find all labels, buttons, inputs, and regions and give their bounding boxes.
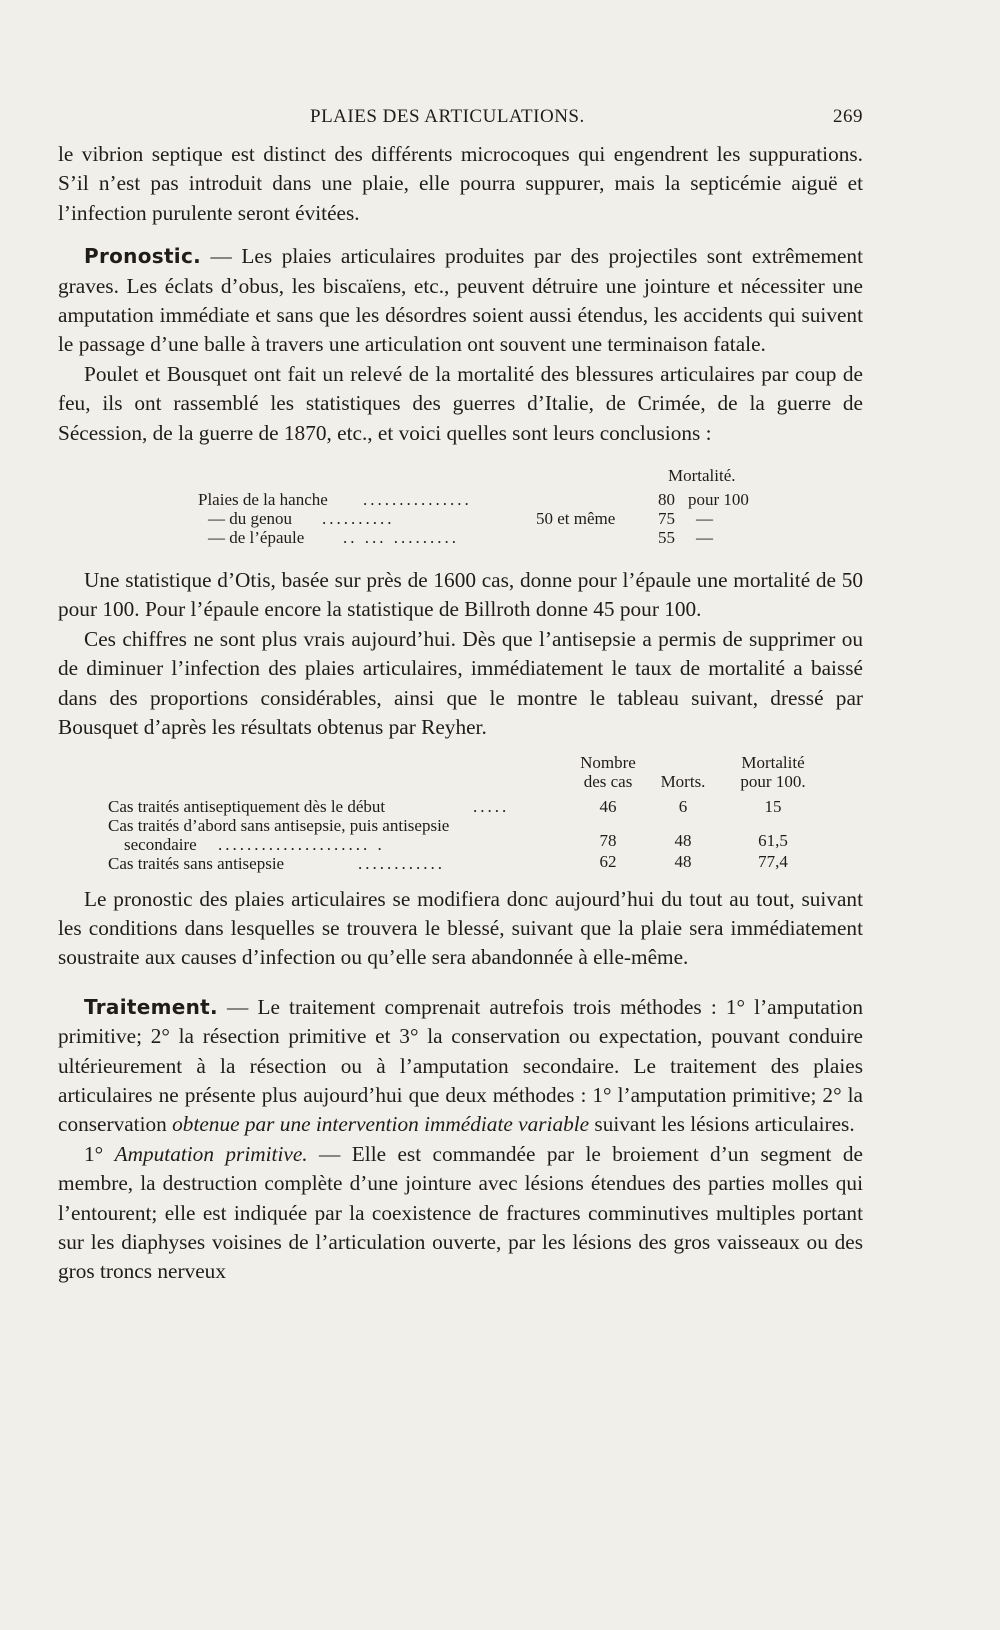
row-label: Cas traités d’abord sans antisepsie, puis antisepsie — [108, 815, 450, 835]
cell-morts: 48 — [674, 830, 692, 850]
row-label: Cas traités antiseptiquement dès le début — [108, 796, 386, 816]
cell-mortalite: 15 — [764, 796, 782, 816]
leader-dots: ..... — [473, 796, 510, 816]
row-label: Plaies de la hanche — [198, 490, 328, 510]
cell-nombre: 62 — [599, 851, 617, 871]
paragraph-pronostic-conclusion: Le pronostic des plaies articulaires se modifiera donc aujourd’hui du tout au tout, suivant les conditions dans lesquelles se trouvera le blessé, suivant que la plaie sera immédiatement soustraite aux causes d’infection ou qu’elle sera abandonnée à elle-même. — [58, 886, 863, 970]
row-extra: 50 et même — [536, 509, 616, 529]
running-title: PLAIES DES ARTICULATIONS. — [310, 106, 585, 127]
paragraph-chiffres: Ces chiffres ne sont plus vrais aujourd’hui. Dès que l’antisepsie a permis de supprimer ou de diminuer l’infection des plaies articulaires, immédiatement le taux de mortalité a baissé dans des proportions considérables, ainsi que le montre le tableau suivant, dressé par Bousquet d’après les résultats obtenus par Reyher. — [58, 626, 863, 740]
paragraph-otis: Une statistique d’Otis, basée sur près de 1600 cas, donne pour l’épaule une mortalité de 50 pour 100. Pour l’épaule encore la statistique de Billroth donne 45 pour 100. — [58, 568, 863, 622]
leader-dots: ............... — [363, 490, 472, 510]
row-value: 80 — [658, 490, 675, 510]
traitement-text-a: — Le traitement comprenait autrefois trois méthodes : 1° l’amputation primitive; 2° la résection primitive et 3° la conservation ou expectation, pouvant conduire ultérieurement à la résection ou à l’amputation secondaire. Le traitement des plaies articulaires ne présente plus aujourd’hui que deux méthodes : 1° l’amputation primitive; 2° la conservation — [58, 994, 863, 1137]
leader-dots: ..................... . — [218, 834, 385, 854]
row-value: 55 — [658, 528, 675, 548]
section-heading-traitement: Traitement. — [84, 994, 218, 1019]
cell-mortalite: 77,4 — [758, 851, 788, 871]
page-number: 269 — [833, 106, 863, 127]
cell-nombre: 46 — [599, 796, 617, 816]
header-mortalite-2: pour 100. — [740, 771, 806, 791]
leader-dots: .......... — [322, 509, 395, 529]
row-unit: pour 100 — [688, 490, 749, 510]
paragraph-poulet-bousquet: Poulet et Bousquet ont fait un relevé de la mortalité des blessures articulaires par coup de feu, ils ont rassemblé les statistiques des guerres d’Italie, de Crimée, de la guerre de Sécession, de la guerre de 1870, etc., et voici quelles sont leurs conclusions : — [58, 361, 863, 445]
header-nombre-2: des cas — [583, 771, 633, 791]
paragraph-amputation-primitive — [58, 1140, 863, 1287]
amputation-text: — Elle est commandée par le broiement d’un segment de membre, la destruction complète d’une jointure avec lésions étendues des parties molles qui l’entourent; elle est indiquée par la coexistence de fractures comminutives multiples portant sur les diaphyses voisines de l’articulation ouverte, par les lésions des gros vaisseaux ou des gros troncs nerveux — [58, 1141, 863, 1284]
row-label: Cas traités sans antisepsie — [108, 853, 285, 873]
paragraph-traitement — [58, 993, 863, 1140]
header-morts: Morts. — [660, 771, 706, 791]
row-label-continued: secondaire — [124, 834, 197, 854]
item-number: 1° — [84, 1141, 115, 1166]
leader-dots: ............ — [358, 853, 445, 873]
page-body — [58, 140, 863, 1287]
row-unit: — — [696, 509, 713, 529]
paragraph-vibrion: le vibrion septique est distinct des différents microcoques qui engendrent les suppurations. S’il n’est pas introduit dans une plaie, elle pourra suppurer, mais la septicémie aiguë et l’infection purulente seront évitées. — [58, 142, 863, 225]
page-header — [58, 106, 863, 134]
mortality-column-header: Mortalité. — [668, 466, 736, 486]
mortality-table — [58, 456, 863, 560]
paragraph-pronostic-text: — Les plaies articulaires produites par des projectiles sont extrêmement graves. Les éclats d’obus, les biscaïens, etc., peuvent détruire une jointure et nécessiter une amputation immédiate et sans que les désordres soient aussi étendus, les accidents qui suivent le passage d’une balle à travers une articulation ont souvent une terminaison fatale. — [58, 244, 863, 357]
cell-mortalite: 61,5 — [758, 830, 788, 850]
traitement-italic: obtenue par une intervention immédiate variable — [172, 1112, 590, 1137]
leader-dots: .. ... ......... — [343, 528, 459, 548]
subheading-amputation-primitive: Amputation primitive. — [114, 1141, 308, 1166]
header-nombre: Nombre — [580, 752, 636, 772]
row-label: — de l’épaule — [208, 528, 305, 548]
section-heading-pronostic: Pronostic. — [84, 244, 202, 269]
reyher-results-table — [58, 747, 863, 875]
cell-morts: 6 — [678, 796, 688, 816]
cell-morts: 48 — [674, 851, 692, 871]
row-label: — du genou — [208, 509, 293, 529]
row-value: 75 — [658, 509, 675, 529]
row-unit: — — [696, 528, 713, 548]
traitement-text-b: suivant les lésions articulaires. — [589, 1112, 855, 1137]
cell-nombre: 78 — [599, 830, 617, 850]
header-mortalite: Mortalité — [741, 752, 805, 772]
paragraph-pronostic — [58, 242, 863, 360]
